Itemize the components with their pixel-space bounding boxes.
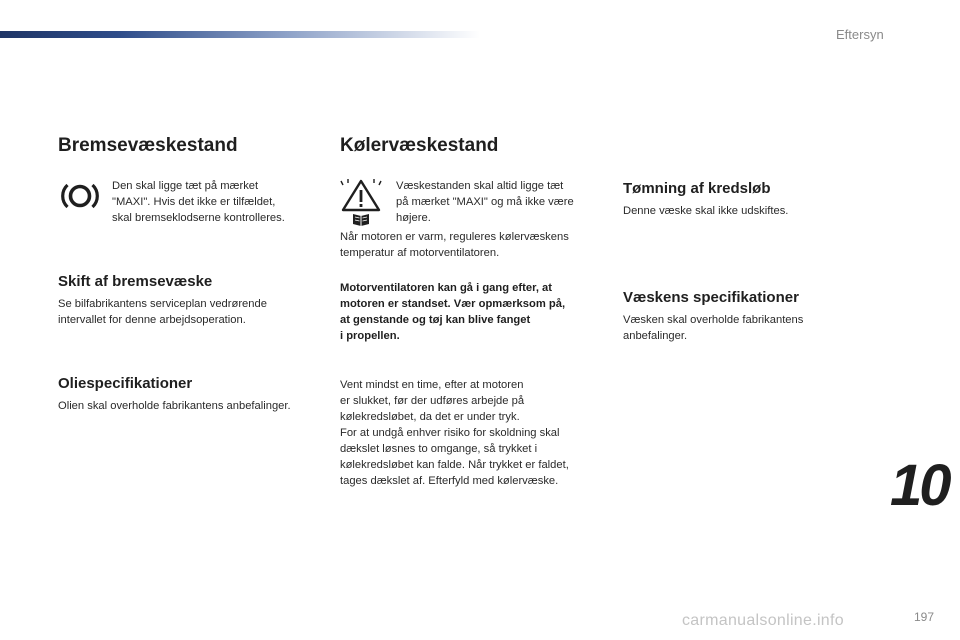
coolant-title: Kølervæskestand	[340, 135, 499, 156]
drain-title: Tømning af kredsløb	[623, 180, 771, 197]
drain-line-1: Denne væske skal ikke udskiftes.	[623, 205, 789, 217]
header-accent-bar	[0, 31, 480, 38]
oil-spec-line-1: Olien skal overholde fabrikantens anbefalinger.	[58, 400, 291, 412]
coolant-tip-line-4: For at undgå enhver risiko for skoldning skal	[340, 427, 560, 439]
brake-change-line-1: Se bilfabrikantens serviceplan vedrørende	[58, 298, 267, 310]
coolant-line-1: Når motoren er varm, reguleres kølervæskens	[340, 231, 569, 243]
brake-fluid-line-2: "MAXI". Hvis det ikke er tilfældet,	[112, 196, 276, 208]
brake-warning-icon	[60, 181, 100, 211]
coolant-tip-line-2: er slukket, før der udføres arbejde på	[340, 395, 525, 407]
fan-warning-line-4: i propellen.	[340, 330, 400, 342]
brake-change-title: Skift af bremsevæske	[58, 273, 213, 290]
coolant-tip-line-6: kølekredsløbet kan falde. Når trykket er faldet,	[340, 459, 569, 471]
watermark: carmanualsonline.info	[682, 612, 844, 629]
coolant-tip-line-5: dækslet løsnes to omgange, så trykket i	[340, 443, 538, 455]
section-title: Eftersyn	[836, 27, 884, 42]
coolant-icon-line-3: højere.	[396, 212, 431, 224]
page-number: 197	[914, 610, 935, 624]
fan-warning-line-3: at genstande og tøj kan blive fanget	[340, 314, 531, 326]
fluid-spec-line-1: Væsken skal overholde fabrikantens	[623, 314, 804, 326]
hot-warning-manual-icon	[340, 178, 382, 226]
brake-change-line-2: intervallet for denne arbejdsoperation.	[58, 314, 246, 326]
coolant-icon-line-1: Væskestanden skal altid ligge tæt	[396, 180, 564, 192]
brake-fluid-title: Bremsevæskestand	[58, 135, 238, 156]
fluid-spec-title: Væskens specifikationer	[623, 289, 799, 306]
fan-warning-line-1: Motorventilatoren kan gå i gang efter, at	[340, 282, 552, 294]
coolant-tip-line-3: kølekredsløbet, da det er under tryk.	[340, 411, 520, 423]
brake-fluid-line-3: skal bremseklodserne kontrolleres.	[112, 212, 285, 224]
fan-warning-line-2: motoren er standset. Vær opmærksom på,	[340, 298, 566, 310]
chapter-number: 10	[890, 453, 949, 518]
oil-spec-title: Oliespecifikationer	[58, 375, 193, 392]
coolant-line-2: temperatur af motorventilatoren.	[340, 247, 500, 259]
coolant-tip-line-1: Vent mindst en time, efter at motoren	[340, 379, 524, 391]
brake-fluid-line-1: Den skal ligge tæt på mærket	[112, 180, 259, 192]
coolant-icon-line-2: på mærket "MAXI" og må ikke være	[396, 196, 574, 208]
fluid-spec-line-2: anbefalinger.	[623, 330, 688, 342]
coolant-tip-line-7: tages dækslet af. Efterfyld med kølervæske.	[340, 475, 559, 487]
